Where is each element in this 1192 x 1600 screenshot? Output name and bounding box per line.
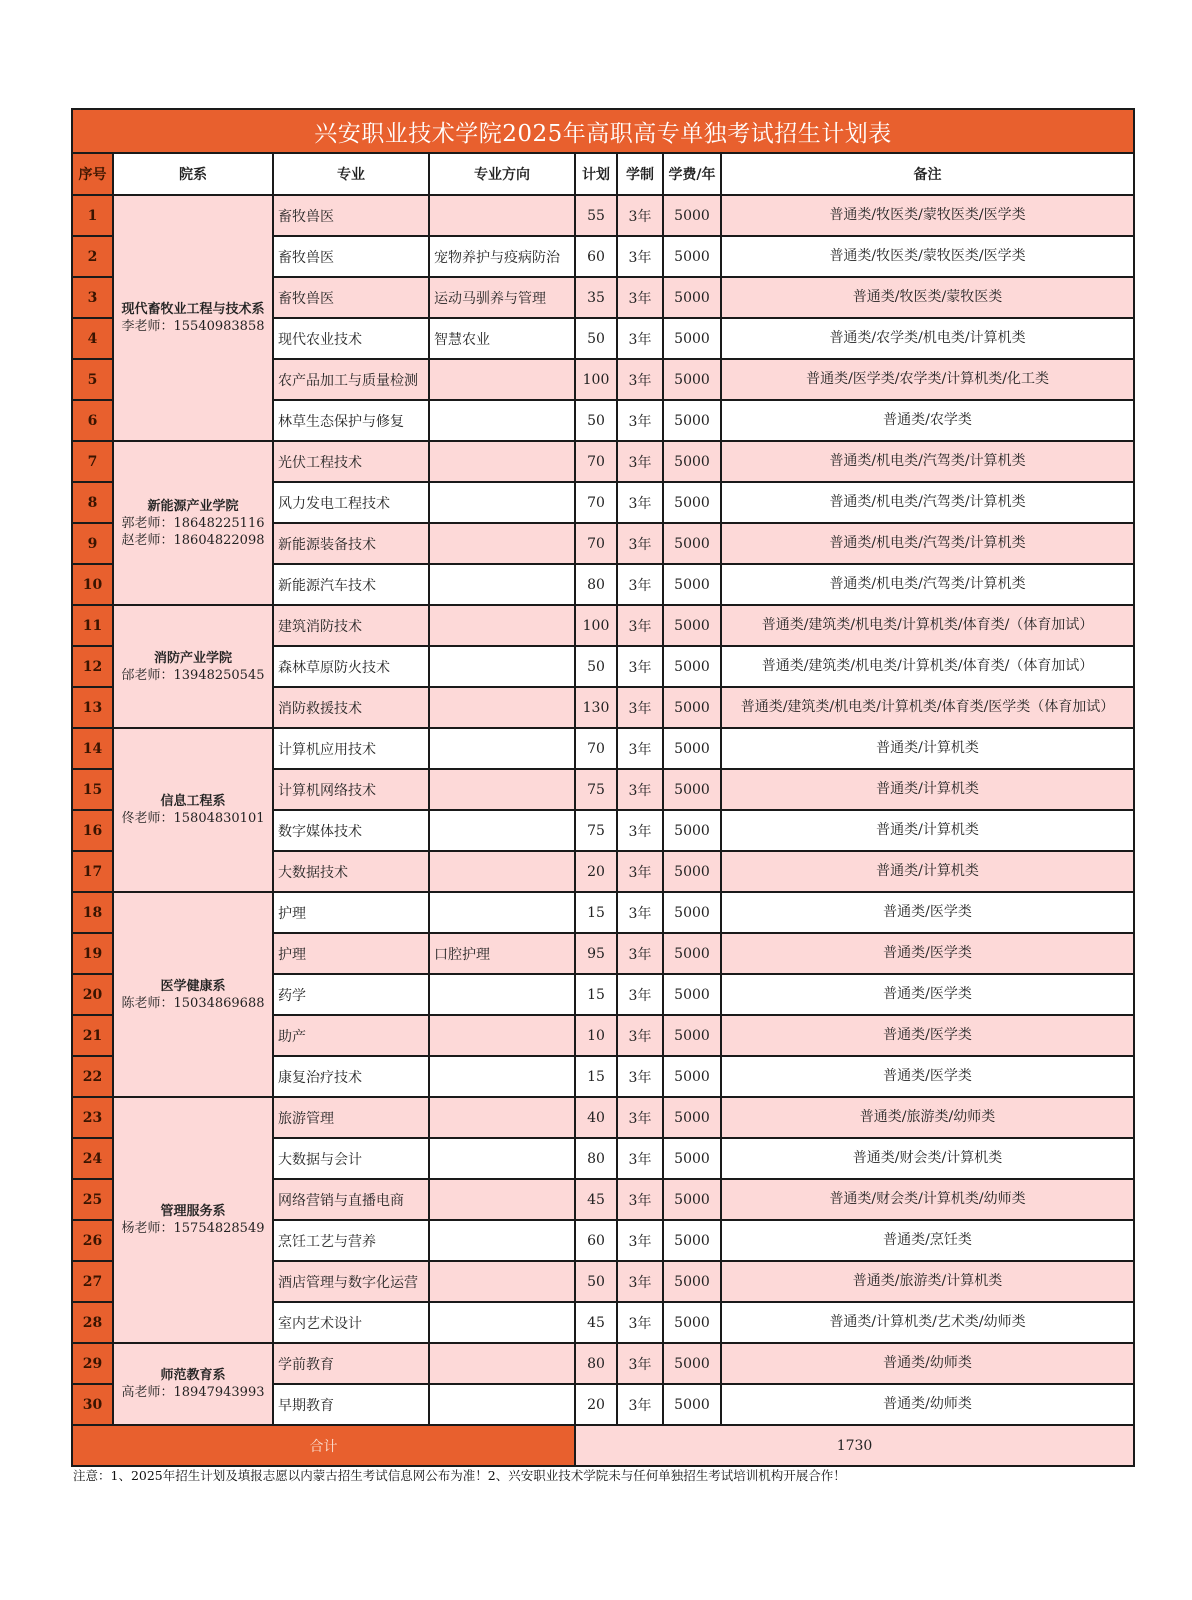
department-contact: 高老师：18947943993 [121,1385,265,1400]
row-major: 烹饪工艺与营养 [273,1220,429,1261]
header-tuition: 学费/年 [663,153,721,195]
total-row [72,1425,1134,1466]
row-seq: 19 [72,933,113,974]
row-plan: 40 [575,1097,617,1138]
row-tuition: 5000 [663,1138,721,1179]
row-seq: 28 [72,1302,113,1343]
row-duration: 3年 [617,851,663,892]
row-duration: 3年 [617,195,663,236]
row-major: 畜牧兽医 [273,277,429,318]
row-remarks: 普通类/农学类 [721,400,1134,441]
total-value: 1730 [575,1425,1134,1466]
row-major: 网络营销与直播电商 [273,1179,429,1220]
row-tuition: 5000 [663,974,721,1015]
row-plan: 70 [575,482,617,523]
row-remarks: 普通类/医学类 [721,933,1134,974]
row-plan: 15 [575,974,617,1015]
row-major: 光伏工程技术 [273,441,429,482]
row-plan: 50 [575,646,617,687]
row-tuition: 5000 [663,1056,721,1097]
row-plan: 15 [575,1056,617,1097]
row-direction [429,1015,575,1056]
row-plan: 130 [575,687,617,728]
table-row [72,195,1134,236]
row-remarks: 普通类/医学类 [721,1015,1134,1056]
row-seq: 3 [72,277,113,318]
row-direction [429,728,575,769]
row-plan: 50 [575,1261,617,1302]
header-seq: 序号 [72,153,113,195]
row-seq: 13 [72,687,113,728]
header-department: 院系 [113,153,273,195]
row-seq: 4 [72,318,113,359]
department-contact: 李老师：15540983858 [121,319,265,334]
table-row [72,441,1134,482]
row-tuition: 5000 [663,482,721,523]
row-tuition: 5000 [663,523,721,564]
row-direction [429,851,575,892]
row-duration: 3年 [617,687,663,728]
row-direction: 口腔护理 [429,933,575,974]
row-major: 计算机网络技术 [273,769,429,810]
row-duration: 3年 [617,646,663,687]
department-contact: 佟老师：15804830101 [121,811,265,826]
department-contact: 邰老师：13948250545 [121,667,265,683]
row-duration: 3年 [617,933,663,974]
row-major: 大数据与会计 [273,1138,429,1179]
row-seq: 27 [72,1261,113,1302]
row-major: 康复治疗技术 [273,1056,429,1097]
table-row [72,728,1134,769]
row-direction [429,687,575,728]
row-plan: 95 [575,933,617,974]
department-name: 师范教育系 [160,1368,226,1383]
row-major: 畜牧兽医 [273,195,429,236]
row-duration: 3年 [617,482,663,523]
row-seq: 12 [72,646,113,687]
row-major: 学前教育 [273,1343,429,1384]
row-tuition: 5000 [663,851,721,892]
row-duration: 3年 [617,400,663,441]
row-major: 护理 [273,892,429,933]
row-major: 农产品加工与质量检测 [273,359,429,400]
row-remarks: 普通类/机电类/汽驾类/计算机类 [721,523,1134,564]
row-plan: 75 [575,769,617,810]
row-major: 新能源装备技术 [273,523,429,564]
row-remarks: 普通类/计算机类 [721,769,1134,810]
row-direction [429,769,575,810]
row-direction [429,564,575,605]
row-direction [429,1097,575,1138]
row-tuition: 5000 [663,1179,721,1220]
row-remarks: 普通类/机电类/汽驾类/计算机类 [721,441,1134,482]
row-direction [429,892,575,933]
row-major: 计算机应用技术 [273,728,429,769]
row-plan: 70 [575,728,617,769]
row-direction [429,974,575,1015]
enrollment-plan-sheet [71,108,1133,1467]
row-duration: 3年 [617,605,663,646]
row-duration: 3年 [617,1015,663,1056]
row-direction [429,1384,575,1425]
table-title: 兴安职业技术学院2025年高职高专单独考试招生计划表 [72,109,1134,153]
row-direction [429,482,575,523]
department-contact: 赵老师：18604822098 [121,532,265,548]
department-name: 消防产业学院 [153,650,232,666]
table-body [72,195,1134,1425]
table-row [72,1343,1134,1384]
row-seq: 24 [72,1138,113,1179]
row-duration: 3年 [617,1384,663,1425]
row-plan: 80 [575,1343,617,1384]
row-direction: 宠物养护与疫病防治 [429,236,575,277]
row-duration: 3年 [617,1261,663,1302]
header-plan: 计划 [575,153,617,195]
row-major: 现代农业技术 [273,318,429,359]
row-direction: 智慧农业 [429,318,575,359]
row-seq: 11 [72,605,113,646]
row-tuition: 5000 [663,1302,721,1343]
row-major: 风力发电工程技术 [273,482,429,523]
row-remarks: 普通类/建筑类/机电类/计算机类/体育类/（体育加试） [721,605,1134,646]
row-plan: 50 [575,318,617,359]
row-major: 酒店管理与数字化运营 [273,1261,429,1302]
row-duration: 3年 [617,1179,663,1220]
row-seq: 16 [72,810,113,851]
row-tuition: 5000 [663,1220,721,1261]
row-tuition: 5000 [663,318,721,359]
department-cell [113,1343,273,1425]
row-duration: 3年 [617,1056,663,1097]
row-remarks: 普通类/牧医类/蒙牧医类 [721,277,1134,318]
department-name: 管理服务系 [160,1204,226,1219]
row-plan: 100 [575,359,617,400]
total-label: 合计 [72,1425,575,1466]
row-seq: 1 [72,195,113,236]
row-plan: 45 [575,1302,617,1343]
row-remarks: 普通类/财会类/计算机类/幼师类 [721,1179,1134,1220]
row-major: 大数据技术 [273,851,429,892]
row-tuition: 5000 [663,892,721,933]
row-remarks: 普通类/计算机类 [721,851,1134,892]
row-seq: 14 [72,728,113,769]
row-major: 森林草原防火技术 [273,646,429,687]
row-direction [429,195,575,236]
row-major: 数字媒体技术 [273,810,429,851]
row-plan: 70 [575,523,617,564]
department-cell [113,892,273,1097]
row-tuition: 5000 [663,359,721,400]
header-remarks: 备注 [721,153,1134,195]
department-name: 医学健康系 [160,978,226,994]
row-tuition: 5000 [663,605,721,646]
row-tuition: 5000 [663,277,721,318]
row-seq: 17 [72,851,113,892]
department-cell [113,1097,273,1343]
row-duration: 3年 [617,441,663,482]
row-plan: 70 [575,441,617,482]
row-plan: 75 [575,810,617,851]
row-major: 早期教育 [273,1384,429,1425]
row-remarks: 普通类/计算机类 [721,810,1134,851]
row-tuition: 5000 [663,728,721,769]
row-seq: 18 [72,892,113,933]
department-cell [113,195,273,441]
row-tuition: 5000 [663,441,721,482]
row-plan: 35 [575,277,617,318]
row-tuition: 5000 [663,1384,721,1425]
department-name: 新能源产业学院 [147,498,239,514]
row-duration: 3年 [617,892,663,933]
row-plan: 20 [575,1384,617,1425]
header-major: 专业 [273,153,429,195]
row-tuition: 5000 [663,933,721,974]
row-plan: 60 [575,1220,617,1261]
row-remarks: 普通类/建筑类/机电类/计算机类/体育类/医学类（体育加试） [721,687,1134,728]
row-remarks: 普通类/旅游类/幼师类 [721,1097,1134,1138]
row-direction [429,1220,575,1261]
row-seq: 15 [72,769,113,810]
row-major: 室内艺术设计 [273,1302,429,1343]
row-seq: 29 [72,1343,113,1384]
row-remarks: 普通类/幼师类 [721,1343,1134,1384]
row-tuition: 5000 [663,687,721,728]
department-cell [113,605,273,728]
row-remarks: 普通类/机电类/汽驾类/计算机类 [721,564,1134,605]
department-cell [113,441,273,605]
row-direction: 运动马驯养与管理 [429,277,575,318]
row-direction [429,523,575,564]
header-direction: 专业方向 [429,153,575,195]
row-major: 助产 [273,1015,429,1056]
row-plan: 20 [575,851,617,892]
row-duration: 3年 [617,236,663,277]
row-duration: 3年 [617,1220,663,1261]
row-plan: 50 [575,400,617,441]
row-seq: 23 [72,1097,113,1138]
row-remarks: 普通类/计算机类 [721,728,1134,769]
row-remarks: 普通类/烹饪类 [721,1220,1134,1261]
row-seq: 5 [72,359,113,400]
row-duration: 3年 [617,810,663,851]
row-major: 药学 [273,974,429,1015]
header-row [72,153,1134,195]
row-seq: 26 [72,1220,113,1261]
row-major: 畜牧兽医 [273,236,429,277]
row-seq: 22 [72,1056,113,1097]
row-remarks: 普通类/计算机类/艺术类/幼师类 [721,1302,1134,1343]
table-row [72,605,1134,646]
row-remarks: 普通类/财会类/计算机类 [721,1138,1134,1179]
row-seq: 9 [72,523,113,564]
row-remarks: 普通类/幼师类 [721,1384,1134,1425]
row-direction [429,1343,575,1384]
row-duration: 3年 [617,318,663,359]
row-seq: 20 [72,974,113,1015]
row-direction [429,810,575,851]
department-cell [113,728,273,892]
row-remarks: 普通类/机电类/汽驾类/计算机类 [721,482,1134,523]
row-seq: 6 [72,400,113,441]
row-direction [429,441,575,482]
row-plan: 10 [575,1015,617,1056]
row-tuition: 5000 [663,195,721,236]
row-remarks: 普通类/建筑类/机电类/计算机类/体育类/（体育加试） [721,646,1134,687]
row-direction [429,400,575,441]
row-tuition: 5000 [663,769,721,810]
title-row [72,109,1134,153]
row-remarks: 普通类/医学类 [721,892,1134,933]
row-remarks: 普通类/旅游类/计算机类 [721,1261,1134,1302]
row-plan: 80 [575,564,617,605]
department-contact: 郭老师：18648225116 [121,515,265,531]
row-duration: 3年 [617,277,663,318]
row-major: 新能源汽车技术 [273,564,429,605]
row-plan: 60 [575,236,617,277]
row-tuition: 5000 [663,1097,721,1138]
row-duration: 3年 [617,1097,663,1138]
department-contact: 杨老师：15754828549 [121,1221,265,1236]
row-tuition: 5000 [663,1015,721,1056]
row-seq: 8 [72,482,113,523]
row-direction [429,359,575,400]
row-remarks: 普通类/牧医类/蒙牧医类/医学类 [721,236,1134,277]
row-direction [429,1138,575,1179]
row-remarks: 普通类/医学类 [721,974,1134,1015]
row-tuition: 5000 [663,400,721,441]
row-duration: 3年 [617,1138,663,1179]
row-major: 旅游管理 [273,1097,429,1138]
table-row [72,1097,1134,1138]
row-direction [429,1302,575,1343]
row-direction [429,1056,575,1097]
row-plan: 45 [575,1179,617,1220]
header-duration: 学制 [617,153,663,195]
row-major: 建筑消防技术 [273,605,429,646]
row-direction [429,1179,575,1220]
row-remarks: 普通类/医学类 [721,1056,1134,1097]
row-remarks: 普通类/农学类/机电类/计算机类 [721,318,1134,359]
row-duration: 3年 [617,1302,663,1343]
footnote: 注意：1、2025年招生计划及填报志愿以内蒙古招生考试信息网公布为准！2、兴安职业技术学院未与任何单独招生考试培训机构开展合作！ [73,1468,846,1483]
row-plan: 55 [575,195,617,236]
row-plan: 15 [575,892,617,933]
row-tuition: 5000 [663,236,721,277]
department-name: 信息工程系 [160,794,226,809]
row-plan: 80 [575,1138,617,1179]
row-duration: 3年 [617,564,663,605]
row-duration: 3年 [617,728,663,769]
row-tuition: 5000 [663,1261,721,1302]
row-seq: 7 [72,441,113,482]
row-tuition: 5000 [663,646,721,687]
row-duration: 3年 [617,523,663,564]
department-contact: 陈老师：15034869688 [121,995,265,1011]
row-seq: 2 [72,236,113,277]
row-tuition: 5000 [663,810,721,851]
row-seq: 21 [72,1015,113,1056]
row-major: 护理 [273,933,429,974]
row-duration: 3年 [617,769,663,810]
row-duration: 3年 [617,974,663,1015]
row-tuition: 5000 [663,1343,721,1384]
row-tuition: 5000 [663,564,721,605]
enrollment-plan-table [71,108,1135,1467]
row-duration: 3年 [617,359,663,400]
row-remarks: 普通类/牧医类/蒙牧医类/医学类 [721,195,1134,236]
row-major: 消防救援技术 [273,687,429,728]
row-seq: 10 [72,564,113,605]
row-seq: 30 [72,1384,113,1425]
row-remarks: 普通类/医学类/农学类/计算机类/化工类 [721,359,1134,400]
table-row [72,892,1134,933]
department-name: 现代畜牧业工程与技术系 [121,302,265,317]
row-duration: 3年 [617,1343,663,1384]
row-plan: 100 [575,605,617,646]
row-direction [429,605,575,646]
row-major: 林草生态保护与修复 [273,400,429,441]
row-direction [429,646,575,687]
row-direction [429,1261,575,1302]
row-seq: 25 [72,1179,113,1220]
